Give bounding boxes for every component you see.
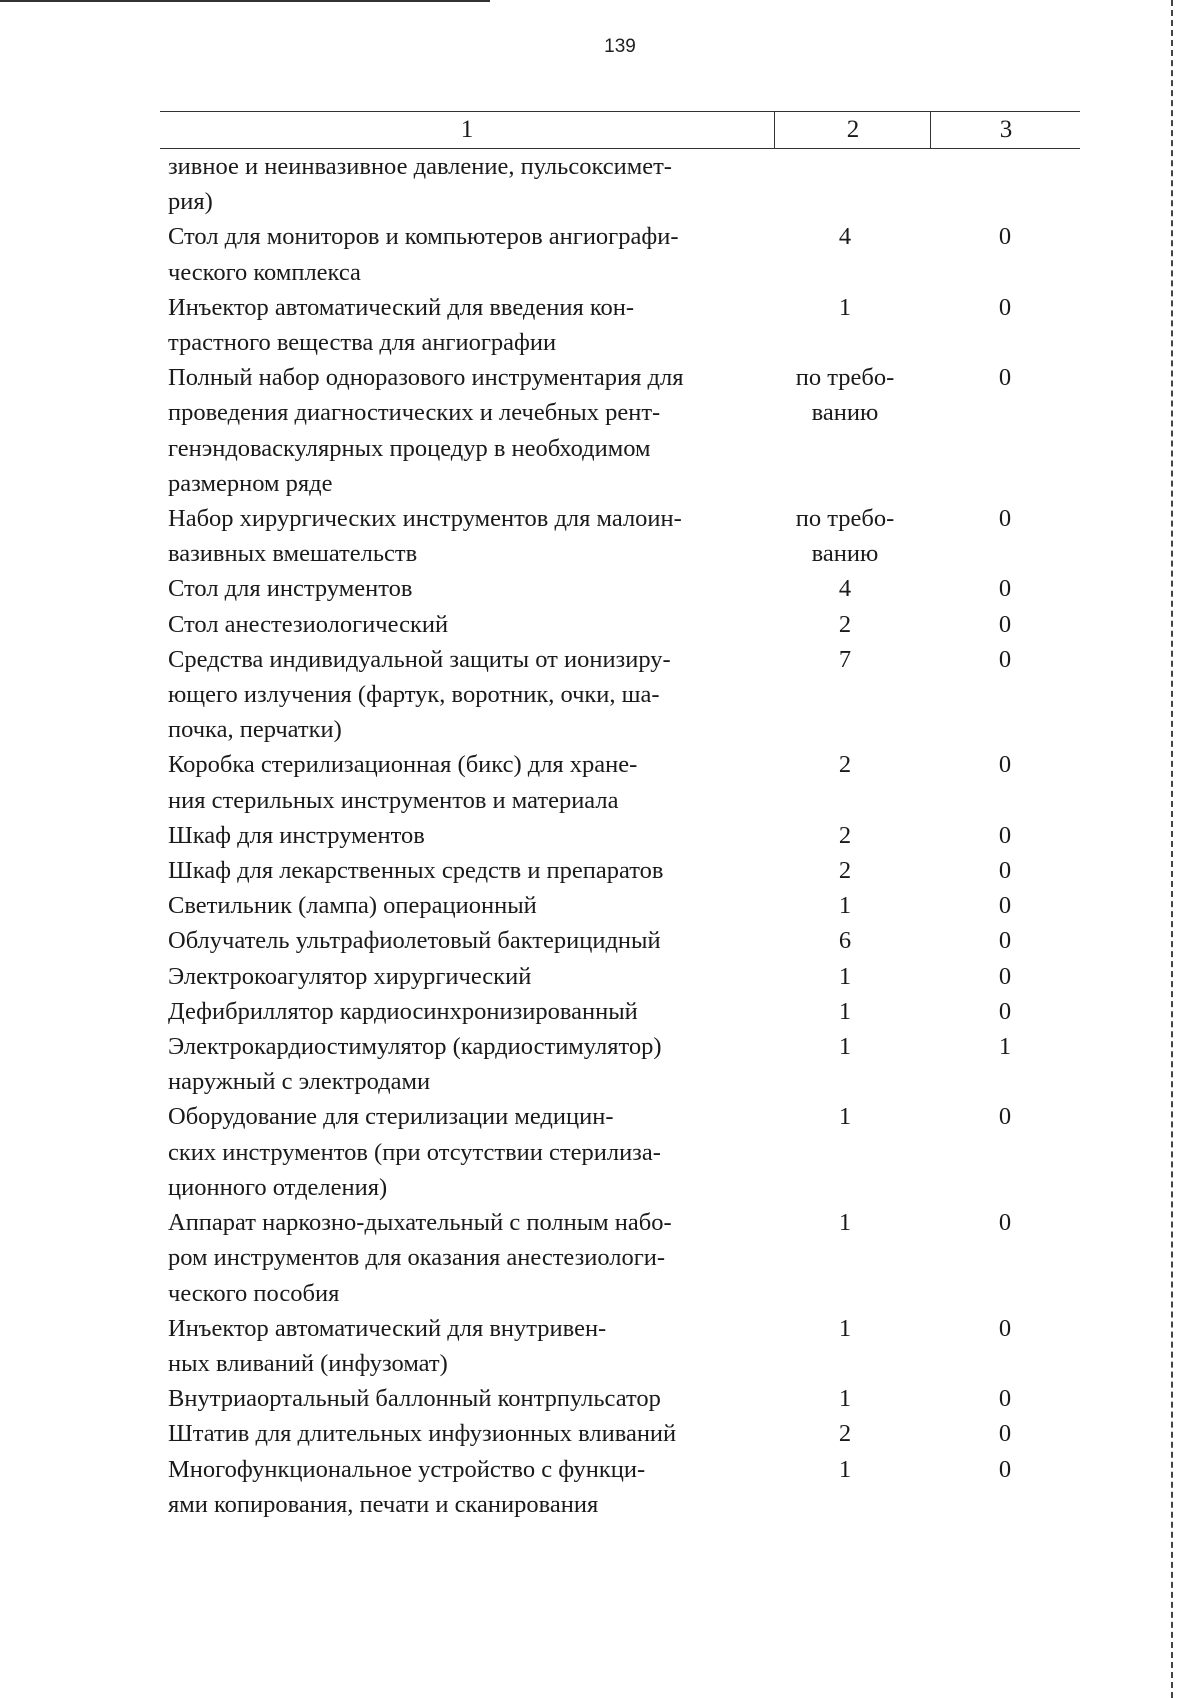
quantity-cell: 1: [838, 1103, 852, 1131]
extra-quantity-cell: 0: [998, 223, 1012, 251]
equipment-name-cell: Светильник (лампа) операционный: [168, 892, 537, 920]
quantity-cell: 7: [838, 645, 852, 673]
equipment-name-cell: Многофункциональное устройство с функци- ями копирования, печати и сканирования: [168, 1455, 646, 1518]
equipment-name-cell: Полный набор одноразового инструментария для проведения диагностических и лечебных рент- генэндоваскулярных процедур в необходимом размерном ряде: [168, 364, 684, 497]
quantity-cell: 2: [838, 1420, 852, 1448]
equipment-name-cell: Средства индивидуальной защиты от ионизиру- ющего излучения (фартук, воротник, очки, ша- почка, перчатки): [168, 645, 671, 744]
page-number: 139: [604, 36, 636, 57]
quantity-cell: 2: [838, 857, 852, 885]
quantity-cell: 1: [838, 1209, 852, 1237]
extra-quantity-cell: 0: [998, 1420, 1012, 1448]
column-header-1: 1: [460, 116, 474, 143]
extra-quantity-cell: 0: [998, 1209, 1012, 1237]
table-header: [160, 111, 1080, 149]
extra-quantity-cell: 0: [998, 505, 1012, 533]
equipment-name-cell: зивное и неинвазивное давление, пульсоксимет- рия): [168, 153, 672, 216]
table-row: [160, 888, 1080, 923]
equipment-name-cell: Стол анестезиологический: [168, 610, 449, 638]
quantity-cell: по требо- ванию: [795, 364, 895, 427]
extra-quantity-cell: 0: [998, 962, 1012, 990]
table-row: [160, 360, 1080, 501]
column-header-2: 2: [774, 112, 931, 148]
table-body: [160, 149, 1080, 1522]
table-row: [160, 1099, 1080, 1205]
table-row: [160, 1452, 1080, 1522]
table-row: [160, 290, 1080, 360]
table-row: [160, 1029, 1080, 1099]
table-row: [160, 923, 1080, 958]
table-row: [160, 853, 1080, 888]
extra-quantity-cell: [930, 149, 1080, 219]
table-row: [160, 1205, 1080, 1311]
table-row: [160, 219, 1080, 289]
extra-quantity-cell: 0: [998, 645, 1012, 673]
quantity-cell: 1: [838, 1385, 852, 1413]
quantity-cell: 1: [838, 962, 852, 990]
extra-quantity-cell: 0: [998, 364, 1012, 392]
extra-quantity-cell: 0: [998, 293, 1012, 321]
quantity-cell: 2: [838, 610, 852, 638]
extra-quantity-cell: 0: [998, 1103, 1012, 1131]
table-row: [160, 1416, 1080, 1451]
quantity-cell: 4: [838, 223, 852, 251]
quantity-cell: [760, 149, 930, 219]
equipment-name-cell: Электрокоагулятор хирургический: [168, 962, 532, 990]
equipment-name-cell: Оборудование для стерилизации медицин- ских инструментов (при отсутствии стерилиза- ционного отделения): [168, 1103, 661, 1201]
table-row: [160, 994, 1080, 1029]
table-row: [160, 1381, 1080, 1416]
table-row: [160, 642, 1080, 748]
equipment-name-cell: Коробка стерилизационная (бикс) для хране- ния стерильных инструментов и материала: [168, 751, 638, 814]
extra-quantity-cell: 0: [998, 892, 1012, 920]
quantity-cell: 2: [838, 821, 852, 849]
table-row: [160, 818, 1080, 853]
table-row: [160, 959, 1080, 994]
equipment-table: [160, 111, 1080, 1522]
extra-quantity-cell: 0: [998, 610, 1012, 638]
table-row: [160, 607, 1080, 642]
column-header-3: 3: [930, 112, 1081, 148]
extra-quantity-cell: 0: [998, 575, 1012, 603]
equipment-name-cell: Дефибриллятор кардиосинхронизированный: [168, 997, 638, 1025]
quantity-cell: 6: [838, 927, 852, 955]
equipment-name-cell: Электрокардиостимулятор (кардиостимулятор) наружный с электродами: [168, 1033, 662, 1096]
equipment-name-cell: Стол для мониторов и компьютеров ангиографи- ческого комплекса: [168, 223, 679, 286]
extra-quantity-cell: 0: [998, 751, 1012, 779]
extra-quantity-cell: 0: [998, 1314, 1012, 1342]
extra-quantity-cell: 0: [998, 821, 1012, 849]
extra-quantity-cell: 0: [998, 927, 1012, 955]
equipment-name-cell: Аппарат наркозно-дыхательный с полным набо- ром инструментов для оказания анестезиологи- ческого пособия: [168, 1209, 672, 1307]
table-row: [160, 747, 1080, 817]
equipment-name-cell: Облучатель ультрафиолетовый бактерицидный: [168, 927, 661, 955]
equipment-name-cell: Инъектор автоматический для введения кон- трастного вещества для ангиографии: [168, 293, 635, 357]
quantity-cell: по требо- ванию: [795, 505, 895, 568]
quantity-cell: 1: [838, 1455, 852, 1483]
extra-quantity-cell: 1: [998, 1033, 1012, 1061]
table-row: [160, 1311, 1080, 1381]
equipment-name-cell: Стол для инструментов: [168, 575, 413, 603]
quantity-cell: 1: [838, 892, 852, 920]
equipment-name-cell: Внутриаортальный баллонный контрпульсатор: [168, 1385, 661, 1413]
equipment-name-cell: Шкаф для инструментов: [168, 821, 425, 849]
extra-quantity-cell: 0: [998, 857, 1012, 885]
quantity-cell: 1: [838, 1033, 852, 1061]
extra-quantity-cell: 0: [998, 1455, 1012, 1483]
table-row: [160, 571, 1080, 606]
quantity-cell: 4: [838, 575, 852, 603]
quantity-cell: 2: [838, 751, 852, 779]
right-scan-edge: [1171, 0, 1173, 1698]
extra-quantity-cell: 0: [998, 1385, 1012, 1413]
extra-quantity-cell: 0: [998, 997, 1012, 1025]
quantity-cell: 1: [838, 997, 852, 1025]
quantity-cell: 1: [838, 293, 852, 321]
quantity-cell: 1: [838, 1314, 852, 1342]
equipment-name-cell: Штатив для длительных инфузионных вливаний: [168, 1420, 677, 1448]
table-row: [160, 501, 1080, 571]
table-row: [160, 149, 1080, 219]
equipment-name-cell: Шкаф для лекарственных средств и препаратов: [168, 857, 664, 885]
equipment-name-cell: Инъектор автоматический для внутривен- ных вливаний (инфузомат): [168, 1314, 607, 1377]
top-scan-rule: [0, 0, 490, 2]
equipment-name-cell: Набор хирургических инструментов для малоин- вазивных вмешательств: [168, 505, 682, 568]
